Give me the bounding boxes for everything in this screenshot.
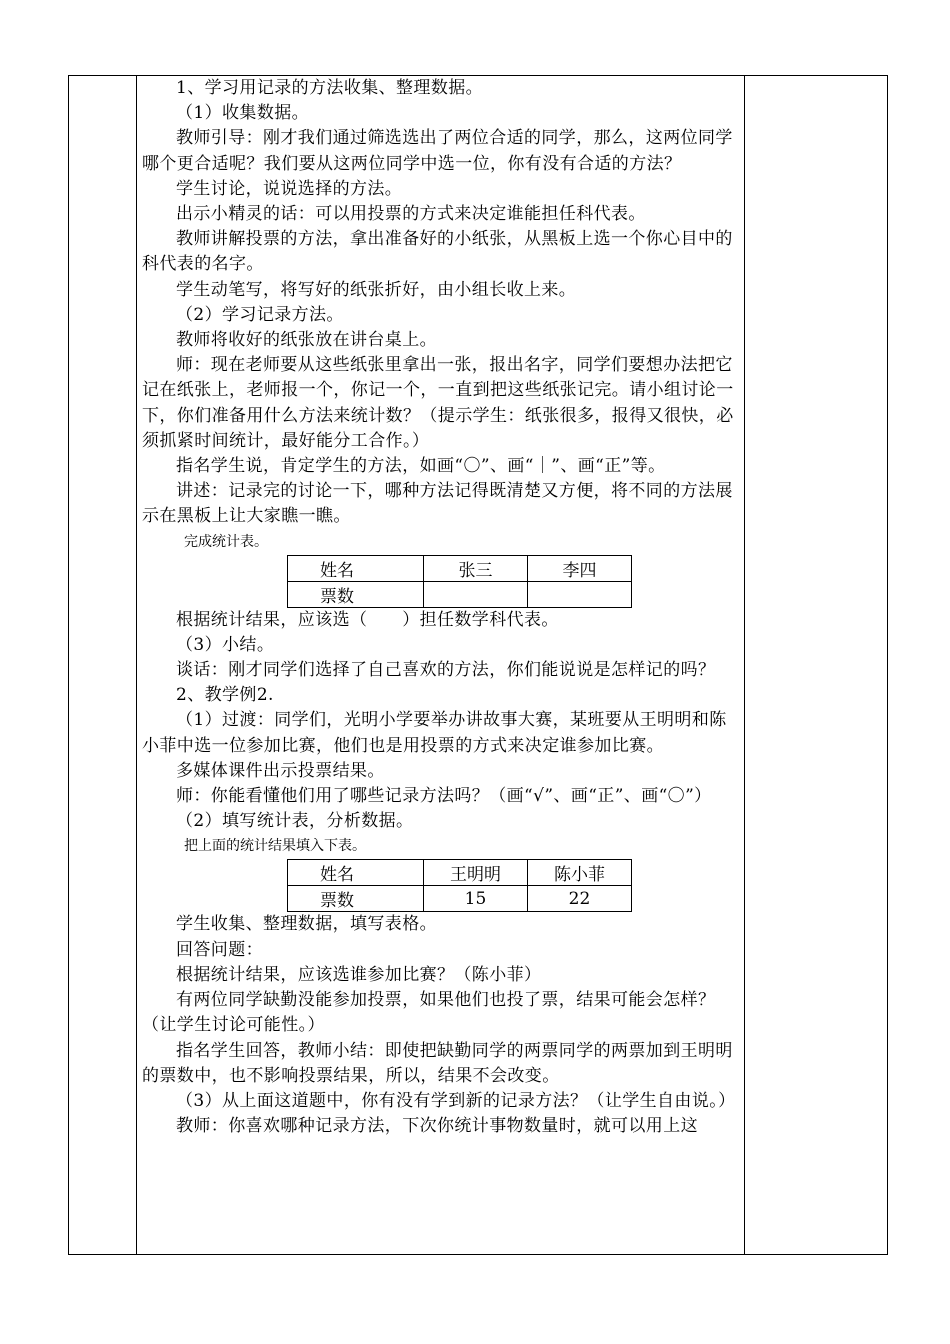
vote-table-1 — [287, 555, 632, 608]
table-cell: 陈小菲 — [528, 860, 632, 886]
table1-caption: 完成统计表。 — [184, 533, 268, 550]
text-line: 出示小精灵的话：可以用投票的方式来决定谁能担任科代表。 — [176, 204, 646, 225]
table-cell: 姓名 — [288, 860, 424, 886]
text-line: 教师：你喜欢哪种记录方法，下次你统计事物数量时，就可以用上这 — [176, 1116, 698, 1137]
table-cell — [528, 581, 632, 607]
text-line: 指名学生回答，教师小结：即使把缺勤同学的两票同学的两票加到王明明的票数中，也不影响投票结果，所以，结果不会改变。 — [142, 1040, 733, 1086]
text-line: 教师引导：刚才我们通过筛选选出了两位合适的同学，那么，这两位同学哪个更合适呢？我们要从这两位同学中选一位，你有没有合适的方法？ — [142, 128, 733, 174]
text-line: （3）小结。 — [176, 634, 275, 655]
text-line: 师：你能看懂他们用了哪些记录方法吗？（画“√”、画“正”、画“〇”） — [176, 786, 712, 807]
text-line: 讲述：记录完的讨论一下，哪种方法记得既清楚又方便，将不同的方法展示在黑板上让大家瞧一瞧。 — [142, 481, 733, 527]
text-line: 有两位同学缺勤没能参加投票，如果他们也投了票，结果可能会怎样？（让学生讨论可能性。） — [142, 990, 716, 1036]
column-divider-2 — [744, 75, 745, 1255]
table-row — [288, 581, 632, 607]
text-line: 1、学习用记录的方法收集、整理数据。 — [176, 78, 484, 98]
text-line: 谈话：刚才同学们选择了自己喜欢的方法，你们能说说是怎样记的吗？ — [176, 660, 716, 681]
text-line: （2）学习记录方法。 — [176, 304, 344, 325]
text-line: 教师将收好的纸张放在讲台桌上。 — [176, 330, 437, 351]
text-line: （3）从上面这道题中，你有没有学到新的记录方法？（让学生自由说。） — [176, 1090, 736, 1111]
lesson-content — [142, 76, 742, 1139]
table-cell: 票数 — [288, 886, 424, 912]
text-line: 学生讨论，说说选择的方法。 — [176, 178, 403, 199]
table-cell: 票数 — [288, 581, 424, 607]
text-line: （1）过渡：同学们，光明小学要举办讲故事大赛，某班要从王明明和陈小菲中选一位参加比赛，他们也是用投票的方式来决定谁参加比赛。 — [142, 710, 727, 756]
text-line: 师：现在老师要从这些纸张里拿出一张，报出名字，同学们要想办法把它记在纸张上，老师报一个，你记一个，一直到把这些纸张记完。请小组讨论一下，你们准备用什么方法来统计数？（提示学生：纸张很多，报得又很快，必须抓紧时间统计，最好能分工合作。） — [142, 355, 734, 451]
text-line: 多媒体课件出示投票结果。 — [176, 760, 385, 781]
table-cell: 张三 — [424, 555, 528, 581]
table-cell: 姓名 — [288, 555, 424, 581]
text-line: 指名学生说，肯定学生的方法，如画“〇”、画“｜”、画“正”等。 — [176, 456, 666, 477]
text-line: 学生收集、整理数据，填写表格。 — [176, 914, 437, 935]
text-line: 根据统计结果，应该选（ ）担任数学科代表。 — [176, 609, 559, 630]
table-cell: 22 — [528, 886, 632, 912]
text-line: （1）收集数据。 — [176, 103, 310, 124]
table-cell: 15 — [424, 886, 528, 912]
text-line: 2、教学例2. — [176, 685, 274, 706]
text-line: 教师讲解投票的方法，拿出准备好的小纸张，从黑板上选一个你心目中的科代表的名字。 — [142, 229, 733, 275]
table-cell — [424, 581, 528, 607]
table-row — [288, 555, 632, 581]
table-cell: 王明明 — [424, 860, 528, 886]
table2-caption: 把上面的统计结果填入下表。 — [184, 838, 366, 855]
text-line: （2）填写统计表，分析数据。 — [176, 811, 414, 832]
table-cell: 李四 — [528, 555, 632, 581]
column-divider-1 — [136, 75, 137, 1255]
text-line: 回答问题： — [176, 939, 263, 960]
table-row — [288, 886, 632, 912]
text-line: 学生动笔写，将写好的纸张折好，由小组长收上来。 — [176, 279, 577, 300]
table-row — [288, 860, 632, 886]
vote-table-2 — [287, 859, 632, 912]
text-line: 根据统计结果，应该选谁参加比赛？（陈小菲） — [176, 964, 542, 985]
